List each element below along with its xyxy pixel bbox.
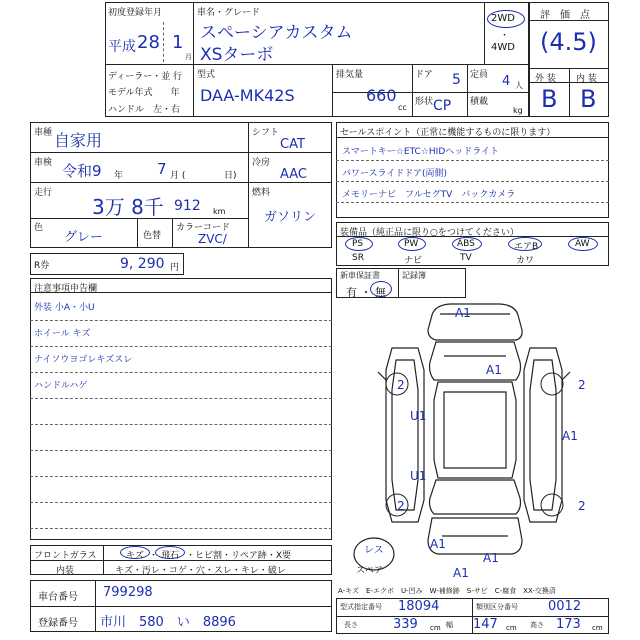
mark-left-u1a: U1 (410, 409, 427, 423)
mark-hood-a1: A1 (486, 363, 502, 377)
equip-aw: AW (575, 239, 590, 249)
notes-box (30, 278, 332, 540)
shift: CAT (280, 137, 305, 152)
score-value: (4.5) (540, 28, 597, 56)
model-code: DAA-MK42S (200, 86, 295, 105)
glass-sep: ・ (149, 551, 159, 561)
drive-sep: ・ (500, 31, 510, 41)
warranty-value: 有 ・ (346, 286, 372, 299)
notes-divider (30, 320, 332, 321)
color: グレー (64, 230, 104, 245)
equip-tv: TV (460, 253, 472, 263)
reg-era: 平成 (108, 39, 136, 55)
notes-divider (30, 476, 332, 477)
exterior-label: 外 装 (535, 74, 556, 84)
doors: 5 (452, 72, 461, 88)
drive-2wd: 2WD (491, 13, 515, 24)
spare-mark: レス (364, 545, 384, 556)
car-type: 自家用 (54, 131, 103, 150)
shaken-day-unit: 日) (224, 171, 237, 181)
plate-number: 市川 580 い 8896 (100, 615, 236, 630)
type-code-label: 型式指定番号 (340, 603, 382, 611)
sales-point-1: スマートキー☆ETC☆HIDヘッドライト (342, 147, 499, 157)
equip-sr: SR (352, 253, 364, 263)
color-code-label: カラーコード (176, 223, 231, 233)
interior-options: キズ・汚レ・コゲ・穴・スレ・キレ・破レ (115, 566, 286, 576)
notes-divider (30, 424, 332, 425)
model-year-label: モデル年式 年 (108, 88, 180, 98)
door-label: ドア (415, 70, 433, 80)
equip-airbag: エアB (514, 242, 539, 252)
warranty-none: 無 (375, 286, 386, 299)
notes-line: ハンドルハゲ (34, 381, 88, 391)
notes-divider (30, 372, 332, 373)
height-label: 高さ (530, 621, 544, 629)
mark-front-a1: A1 (455, 306, 471, 320)
handle-label: ハンドル 左・右 (108, 105, 181, 115)
displacement: 660 (366, 86, 397, 105)
equipment-label: 装備品（純正品に限り○をつけてください） (340, 228, 519, 238)
shape: CP (433, 98, 452, 114)
displacement-label: 排気量 (336, 70, 364, 80)
record-label: 記録簿 (402, 271, 426, 280)
shaken-year-unit: 年 (114, 171, 124, 181)
spare-label: スペア (356, 566, 384, 576)
car-grade: XSターボ (200, 45, 274, 65)
width-label: 幅 (446, 621, 453, 629)
notes-label: 注意事項申告欄 (34, 284, 98, 294)
exterior-grade: B (541, 85, 558, 113)
interior-row-label: 内装 (56, 566, 75, 576)
mark-tire-rl: 2 (397, 499, 405, 513)
class-label: 類別区分番号 (476, 603, 518, 611)
reg-year: 28 (137, 32, 160, 53)
class-code: 0012 (548, 599, 582, 614)
sales-points-label: セールスポイント（正常に機能するものに限ります） (340, 128, 556, 138)
equip-abs: ABS (457, 239, 475, 249)
notes-divider (30, 502, 332, 503)
length-unit: cm (430, 624, 441, 632)
mark-rear-a1a: A1 (430, 537, 446, 551)
mileage: 3万 8千 (92, 195, 164, 219)
dealer-label: ディーラー・並 行 (108, 72, 183, 82)
drive-4wd: 4WD (491, 42, 515, 53)
length-label: 長さ (344, 621, 358, 629)
shift-label: シフト (252, 128, 280, 138)
reg-label: 初度登録年月 (108, 8, 163, 18)
equip-leather: カワ (516, 256, 535, 266)
height-unit: cm (592, 624, 603, 632)
chassis-label: 車台番号 (38, 592, 78, 603)
fuel: ガソリン (264, 210, 317, 225)
glass-label: フロントガラス (34, 551, 97, 561)
mileage-label: 走行 (34, 188, 53, 198)
ac-label: 冷房 (252, 158, 271, 168)
recycle-value: 9, 290 (120, 256, 165, 272)
car-type-label: 車種 (34, 128, 53, 138)
equip-navi: ナビ (404, 256, 423, 266)
kg-unit: kg (513, 106, 523, 115)
mark-rear-a1c: A1 (453, 566, 469, 580)
glass-rest: ・ヒビ割・リペア跡・X要 (186, 551, 291, 561)
width-unit: cm (506, 624, 517, 632)
shape-label: 形状 (415, 97, 434, 107)
width-value: 147 (473, 617, 498, 632)
mark-rear-a1b: A1 (483, 551, 499, 565)
interior-label: 内 装 (576, 74, 597, 84)
shaken-month-unit: 月 ( (170, 171, 186, 181)
km-unit: km (213, 207, 226, 216)
notes-divider (30, 398, 332, 399)
plate-label: 登録番号 (38, 618, 78, 629)
mark-left-u1b: U1 (410, 469, 427, 483)
shaken-label: 車検 (34, 158, 53, 168)
notes-divider (30, 450, 332, 451)
reg-month-unit: 月 (185, 53, 192, 61)
capacity: 4 (502, 74, 511, 89)
type-code: 18094 (398, 599, 440, 614)
notes-divider (30, 528, 332, 529)
equip-ps: PS (352, 239, 364, 249)
mileage-rest: 912 (174, 198, 201, 214)
damage-diagram (340, 300, 609, 585)
ac: AAC (280, 167, 307, 182)
notes-line: ホイール キズ (34, 329, 91, 339)
car-name: スペーシアカスタム (200, 23, 353, 43)
warranty-label: 新車保証書 (340, 271, 380, 280)
load-label: 積載 (470, 97, 489, 107)
capacity-label: 定員 (470, 70, 489, 80)
damage-legend: A-キズ E-エクボ U-凹み W-補修跡 S-サビ C-腐食 XX-交換済 (338, 587, 556, 595)
mark-right-a1: A1 (562, 429, 578, 443)
recycle-label: R券 (34, 261, 50, 271)
yen-unit: 円 (170, 263, 180, 273)
type-label: 型式 (197, 70, 216, 80)
chassis-number: 799298 (103, 585, 153, 600)
sales-point-3: メモリーナビ フルセグTV バックカメラ (342, 190, 516, 200)
glass-scratch: キズ (126, 551, 144, 561)
notes-divider (30, 346, 332, 347)
person-unit: 人 (515, 81, 523, 90)
notes-line: ナイソウヨゴレキズスレ (34, 355, 133, 365)
color-no-label: 色替 (143, 231, 162, 241)
height-value: 173 (556, 617, 581, 632)
shaken-year: 令和9 (62, 162, 102, 180)
shaken-month: 7 (157, 160, 167, 178)
mark-tire-fl: 2 (397, 378, 405, 392)
glass-chip: 飛石 (161, 551, 180, 561)
mark-tire-rr: 2 (578, 499, 586, 513)
reg-month: 1 (172, 32, 184, 53)
sales-point-2: パワースライドドア(両側) (342, 169, 448, 179)
interior-grade: B (580, 85, 597, 113)
equip-pw: PW (404, 239, 419, 249)
color-code: ZVC/ (198, 232, 227, 246)
mark-tire-fr: 2 (578, 378, 586, 392)
cc-unit: cc (398, 103, 407, 112)
fuel-label: 燃料 (252, 188, 271, 198)
color-label: 色 (34, 223, 44, 233)
car-name-label: 車名・グレード (197, 8, 261, 18)
length-value: 339 (393, 617, 418, 632)
score-label: 評 価 点 (540, 10, 590, 21)
notes-line: 外装 小A・小U (34, 303, 95, 313)
